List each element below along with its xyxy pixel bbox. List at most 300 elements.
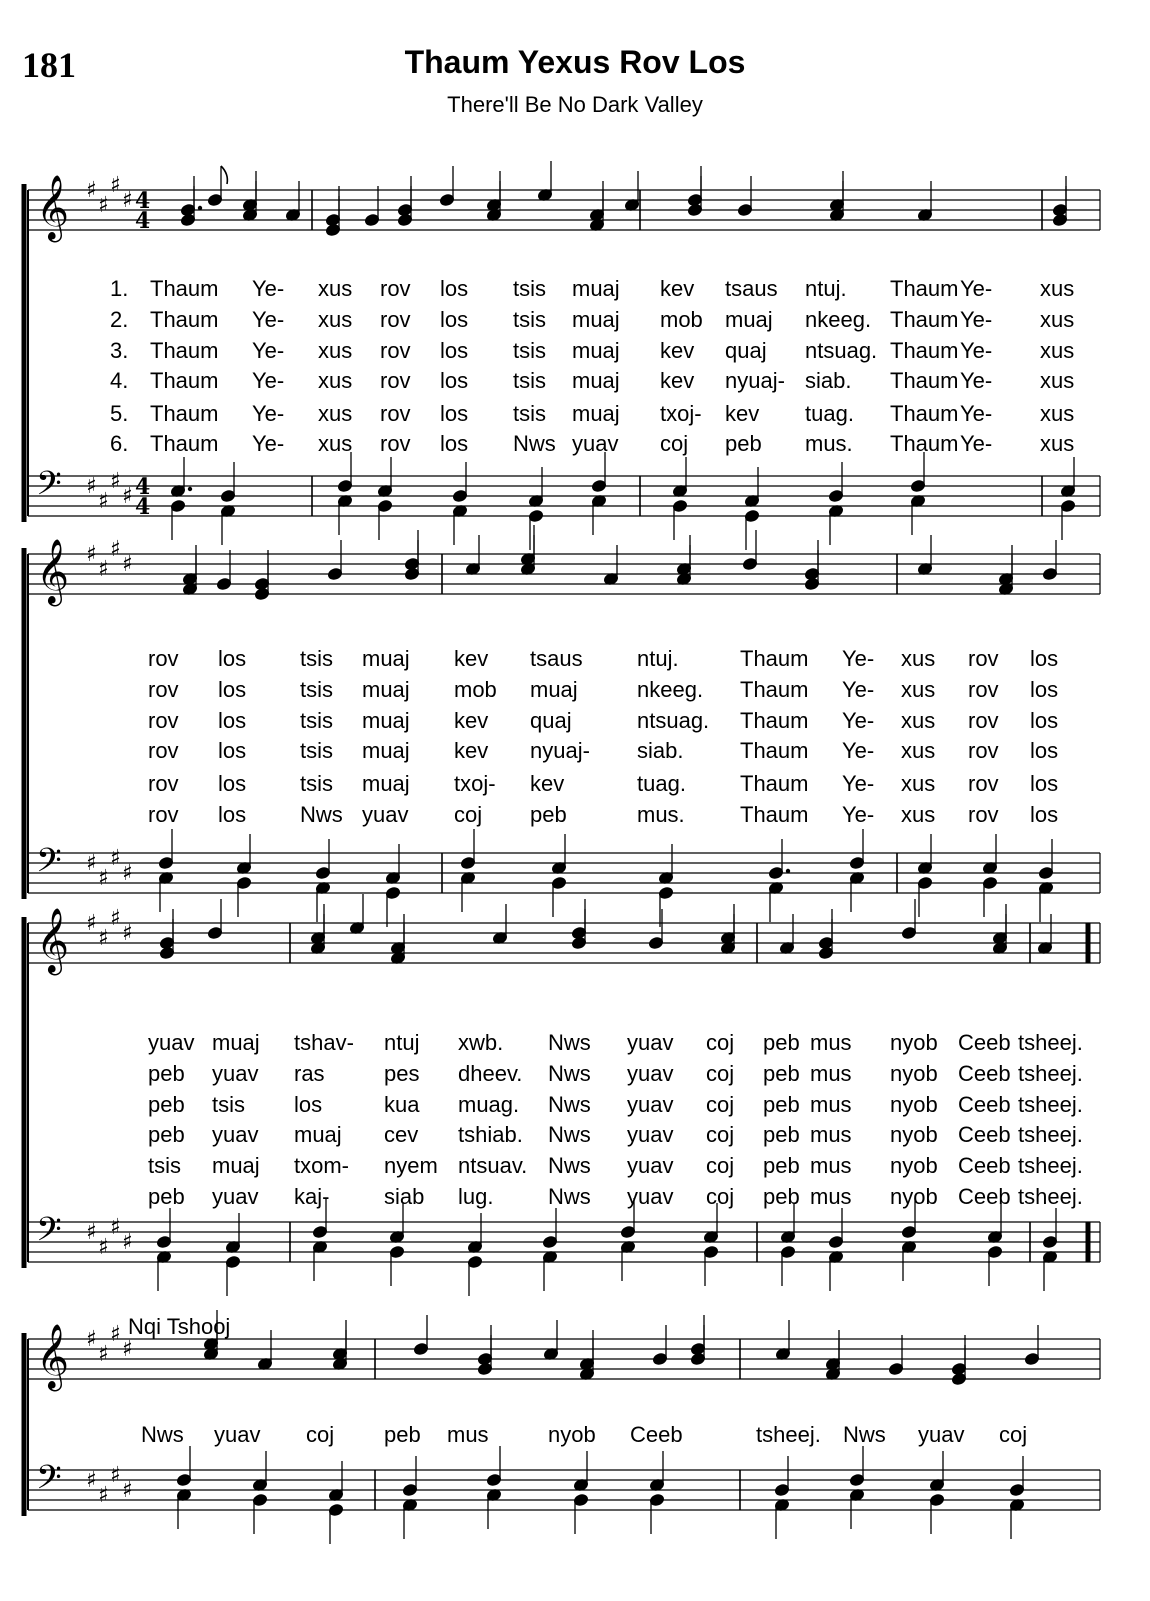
lyric-syllable: quaj [725,338,767,363]
lyric-syllable: ras [294,1061,325,1086]
lyric-syllable: Nws [548,1061,591,1086]
note [220,462,235,503]
lyric-syllable: muaj [362,738,410,763]
bass-staff [28,1222,1100,1262]
lyric-syllable: tsheej. [1018,1030,1083,1055]
lyric-syllable: Ye- [842,646,875,671]
key-signature-sharp: ♯ [122,1230,133,1255]
lyric-syllable: xus [1040,401,1075,426]
lyric-syllable: muaj [572,368,620,393]
lyric-syllable: Thaum [890,276,959,301]
lyric-line [0,1122,1150,1150]
lyric-syllable: kev [454,708,489,733]
lyric-syllable: Thaum [890,401,959,426]
note [742,530,757,571]
lyric-syllable: 2. [110,307,129,332]
lyric-syllable: tsis [513,276,546,301]
note [413,1315,428,1356]
note [744,509,759,550]
lyric-syllable: coj [706,1184,735,1209]
lyric-syllable: muaj [294,1122,342,1147]
note [888,1335,903,1376]
note [337,494,352,535]
key-signature-sharp: ♯ [110,469,121,494]
treble-clef-icon: 𝄞 [36,175,70,240]
lyric-syllable: peb [763,1092,800,1117]
note [377,457,392,498]
lyric-syllable: yuav [627,1030,674,1055]
lyric-syllable: Nws [300,802,343,827]
lyric-syllable: kev [454,738,489,763]
lyric-syllable: xus [1040,307,1075,332]
note [220,504,235,545]
lyric-syllable: kev [454,646,489,671]
note [543,1320,558,1361]
lyric-syllable: tsis [513,368,546,393]
note [982,834,997,875]
lyric-syllable: los [440,276,469,301]
note [591,494,606,535]
lyric-syllable: nyob [890,1061,938,1086]
lyric-syllable: peb [384,1422,421,1447]
note [849,829,864,870]
note [492,904,507,945]
lyric-syllable: pes [384,1061,420,1086]
note [156,1208,171,1249]
note [252,1451,267,1492]
lyric-syllable: siab. [805,368,852,393]
lyric-syllable: muaj [212,1153,260,1178]
note [537,161,552,202]
lyric-line [0,708,1150,736]
note [542,1250,557,1291]
note [328,1503,343,1544]
lyric-syllable: tuag. [637,771,686,796]
lyric-syllable: yuav [918,1422,965,1447]
treble-clef-icon: 𝄞 [36,908,70,973]
lyric-syllable: xus [318,431,353,456]
lyric-syllable: los [218,738,247,763]
note [737,176,752,217]
lyric-syllable: tsis [212,1092,245,1117]
lyric-syllable: txoj- [660,401,702,426]
note [328,1461,343,1502]
note [551,834,566,875]
note [452,462,467,503]
note [774,1498,789,1539]
lyric-line [0,368,1150,396]
lyric-syllable: 6. [110,431,129,456]
lyric-syllable: 4. [110,368,129,393]
lyric-syllable: yuav [627,1061,674,1086]
note [402,1498,417,1539]
treble-clef-icon: 𝄞 [36,1324,70,1389]
bass-clef-icon: 𝄢 [36,465,62,511]
hymn-number: 181 [22,45,76,85]
lyric-syllable: kev [660,338,695,363]
lyric-syllable: coj [706,1122,735,1147]
lyric-syllable: los [1030,677,1059,702]
note [703,1245,718,1286]
lyric-syllable: tsheej. [1018,1184,1083,1209]
lyric-syllable: tsheej. [1018,1061,1083,1086]
lyric-syllable: rov [148,646,179,671]
lyric-syllable: rov [148,708,179,733]
note [917,535,932,576]
note [1042,540,1057,581]
note [624,171,639,212]
lyric-syllable: los [218,771,247,796]
lyric-syllable: ntuj. [805,276,847,301]
note [917,834,932,875]
key-signature-sharp: ♯ [98,1342,109,1367]
note [620,1240,635,1281]
lyric-syllable: ntsuag. [637,708,710,733]
lyric-syllable: Thaum [150,307,219,332]
lyric-syllable: ntuj. [637,646,679,671]
lyric-syllable: Thaum [740,802,809,827]
note [1024,1325,1039,1366]
lyric-syllable: mob [660,307,703,332]
lyric-syllable: Ye- [842,771,875,796]
treble-staff [28,1339,1100,1379]
lyric-syllable: Nws [548,1153,591,1178]
note [315,881,330,922]
key-signature-sharp: ♯ [86,178,97,203]
lyric-syllable: Nws [141,1422,184,1447]
lyric-syllable: los [440,401,469,426]
key-signature-sharp: ♯ [86,1220,97,1245]
lyric-syllable: Ye- [252,401,285,426]
lyric-syllable: los [1030,802,1059,827]
note [828,462,843,503]
lyric-syllable: Ye- [960,338,993,363]
lyric-syllable: muaj [572,338,620,363]
lyric-syllable: txoj- [454,771,496,796]
lyric-syllable: Thaum [890,431,959,456]
key-signature-sharp: ♯ [86,542,97,567]
lyric-syllable: coj [706,1153,735,1178]
lyric-syllable: los [294,1092,323,1117]
lyric-syllable: rov [968,738,999,763]
lyric-syllable: Ye- [842,708,875,733]
lyric-syllable: Nws [548,1030,591,1055]
lyric-syllable: xus [901,802,936,827]
lyric-syllable: yuav [214,1422,261,1447]
note [672,499,687,540]
lyric-syllable: peb [148,1061,185,1086]
lyric-syllable: ntsuav. [458,1153,528,1178]
lyric-syllable: peb [763,1061,800,1086]
lyric-syllable: xus [901,738,936,763]
note [917,876,932,917]
lyric-syllable: tsheej. [1018,1153,1083,1178]
lyric-syllable: Nws [548,1184,591,1209]
lyric-syllable: Ye- [842,802,875,827]
lyric-syllable: Thaum [150,276,219,301]
key-signature-sharp: ♯ [110,1215,121,1240]
lyric-syllable: rov [380,368,411,393]
lyric-line [0,1061,1150,1089]
note [439,166,454,207]
lyric-syllable: rov [968,677,999,702]
lyric-syllable: Ceeb [630,1422,683,1447]
bass-clef-icon: 𝄢 [36,1459,62,1505]
lyric-syllable: xus [901,677,936,702]
lyric-syllable: xus [901,708,936,733]
key-signature-sharp: ♯ [122,552,133,577]
lyric-syllable: tsis [513,401,546,426]
lyric-syllable: rov [148,771,179,796]
lyric-syllable: coj [660,431,689,456]
lyric-syllable: Ceeb [958,1030,1011,1055]
lyric-syllable: mob [454,677,497,702]
lyric-syllable: mus. [637,802,685,827]
lyric-syllable: Thaum [740,738,809,763]
lyric-syllable: kev [530,771,565,796]
lyric-line [0,401,1150,429]
note [327,540,342,581]
note [257,1330,272,1371]
note [528,467,543,508]
lyric-line [0,276,1150,304]
lyric-syllable: los [440,338,469,363]
note [929,1493,944,1534]
lyric-syllable: coj [454,802,483,827]
key-signature-sharp: ♯ [98,557,109,582]
lyric-syllable: kaj- [294,1184,330,1209]
lyric-syllable: ntuj [384,1030,420,1055]
lyric-syllable: txom- [294,1153,349,1178]
lyric-syllable: nyob [890,1092,938,1117]
lyric-syllable: peb [148,1184,185,1209]
note [573,1451,588,1492]
lyric-syllable: tsis [300,708,333,733]
key-signature-sharp: ♯ [98,193,109,218]
key-signature-sharp: ♯ [122,921,133,946]
lyric-syllable: muaj [362,677,410,702]
key-signature-sharp: ♯ [110,1463,121,1488]
note [849,871,864,912]
key-signature-sharp: ♯ [86,1468,97,1493]
lyric-syllable: Thaum [740,677,809,702]
lyric-syllable: coj [999,1422,1028,1447]
lyric-syllable: muag. [458,1092,520,1117]
time-signature: 4 [135,474,151,500]
lyric-syllable: Ceeb [958,1092,1011,1117]
lyric-syllable: rov [968,771,999,796]
lyric-syllable: Ye- [960,276,993,301]
note [176,1488,191,1529]
lyric-syllable: peb [725,431,762,456]
note [465,535,480,576]
lyric-line [0,1092,1150,1120]
lyric-line [0,1153,1150,1181]
lyric-syllable: muaj [362,646,410,671]
note [225,1213,240,1254]
bass-staff [28,853,1100,893]
treble-clef-icon: 𝄞 [36,539,70,604]
lyric-syllable: Nws [548,1092,591,1117]
lyric-syllable: coj [706,1030,735,1055]
lyric-syllable: muaj [530,677,578,702]
lyric-syllable: los [218,677,247,702]
lyric-syllable: kev [660,276,695,301]
lyric-syllable: mus [810,1184,852,1209]
note [158,829,173,870]
lyric-syllable: tsheej. [1018,1092,1083,1117]
lyric-syllable: tsheej. [756,1422,821,1447]
bass-clef-icon: 𝄢 [36,842,62,888]
lyric-syllable: cev [384,1122,419,1147]
note [744,467,759,508]
note [385,844,400,885]
lyric-syllable: los [218,646,247,671]
note [910,494,925,535]
note [389,1245,404,1286]
lyric-syllable: los [218,708,247,733]
note [1038,839,1053,880]
lyric-syllable: xus [901,771,936,796]
lyric-syllable: 3. [110,338,129,363]
lyric-syllable: muaj [572,276,620,301]
lyric-syllable: los [1030,771,1059,796]
lyric-syllable: Ye- [960,431,993,456]
note [649,1451,664,1492]
key-signature-sharp: ♯ [98,1483,109,1508]
lyric-syllable: Thaum [890,368,959,393]
lyric-syllable: Ye- [960,368,993,393]
note [385,886,400,927]
note [901,1240,916,1281]
lyric-syllable: Ye- [252,276,285,301]
lyric-syllable: Ceeb [958,1061,1011,1086]
note [1042,1208,1057,1249]
key-signature-sharp: ♯ [98,926,109,951]
lyric-line [0,431,1150,459]
lyric-syllable: lug. [458,1184,494,1209]
lyric-syllable: los [1030,738,1059,763]
lyric-syllable: yuav [627,1122,674,1147]
lyric-syllable: mus [810,1153,852,1178]
key-signature-sharp: ♯ [98,489,109,514]
lyric-syllable: Thaum [150,401,219,426]
lyric-syllable: los [440,307,469,332]
note [1060,499,1075,540]
note [225,1255,240,1296]
key-signature-sharp: ♯ [110,537,121,562]
lyric-syllable: kev [660,368,695,393]
time-signature: 4 [135,188,151,214]
note [170,457,192,498]
lyric-syllable: Ye- [842,677,875,702]
lyric-syllable: Nws [843,1422,886,1447]
lyric-syllable: 1. [110,276,129,301]
lyric-syllable: mus. [805,431,853,456]
note [452,504,467,545]
key-signature-sharp: ♯ [122,484,133,509]
lyric-syllable: Ye- [252,307,285,332]
lyric-syllable: nyuaj- [530,738,590,763]
note [658,844,673,885]
note [649,1493,664,1534]
lyric-syllable: Thaum [150,368,219,393]
note [648,909,663,950]
key-signature-sharp: ♯ [98,866,109,891]
lyric-syllable: peb [530,802,567,827]
lyric-syllable: nyem [384,1153,438,1178]
bass-staff [28,476,1100,516]
note [779,914,794,955]
lyric-syllable: yuav [212,1122,259,1147]
note [542,1208,557,1249]
lyric-syllable: yuav [212,1061,259,1086]
lyric-syllable: nyob [890,1184,938,1209]
lyric-line [0,1184,1150,1212]
lyric-syllable: los [218,802,247,827]
lyric-syllable: tsis [300,771,333,796]
note [768,881,783,922]
lyric-syllable: Thaum [890,338,959,363]
lyric-syllable: nyob [890,1030,938,1055]
lyric-syllable: dheev. [458,1061,523,1086]
lyric-syllable: rov [380,307,411,332]
lyric-syllable: kua [384,1092,420,1117]
note [917,181,932,222]
note [460,871,475,912]
lyric-syllable: Thaum [740,646,809,671]
note [528,509,543,550]
lyric-line [0,1030,1150,1058]
lyric-line [0,738,1150,766]
key-signature-sharp: ♯ [122,188,133,213]
lyric-syllable: xus [318,276,353,301]
lyric-syllable: peb [763,1030,800,1055]
note [573,1493,588,1534]
lyric-syllable: siab. [637,738,684,763]
note [1060,457,1075,498]
lyric-syllable: xus [1040,431,1075,456]
lyric-syllable: tsis [300,677,333,702]
lyric-syllable: tsis [513,307,546,332]
note [486,1446,501,1487]
lyric-syllable: muaj [572,401,620,426]
lyric-syllable: rov [968,646,999,671]
lyric-syllable: nyob [548,1422,596,1447]
lyric-syllable: los [440,368,469,393]
note [216,550,231,591]
lyric-syllable: Thaum [740,771,809,796]
lyric-syllable: tsheej. [1018,1122,1083,1147]
note [987,1245,1002,1286]
note [658,886,673,927]
note [315,839,330,880]
lyric-syllable: tshav- [294,1030,354,1055]
lyric-syllable: nyob [890,1153,938,1178]
lyric-syllable: Thaum [890,307,959,332]
lyric-syllable: peb [148,1092,185,1117]
lyric-syllable: tsaus [530,646,583,671]
key-signature-sharp: ♯ [98,1235,109,1260]
lyric-syllable: xus [901,646,936,671]
lyric-syllable: yuav [627,1153,674,1178]
lyric-syllable: rov [968,802,999,827]
note [170,499,185,540]
note [467,1255,482,1296]
note [176,1446,191,1487]
lyric-syllable: Thaum [150,431,219,456]
note [158,871,173,912]
